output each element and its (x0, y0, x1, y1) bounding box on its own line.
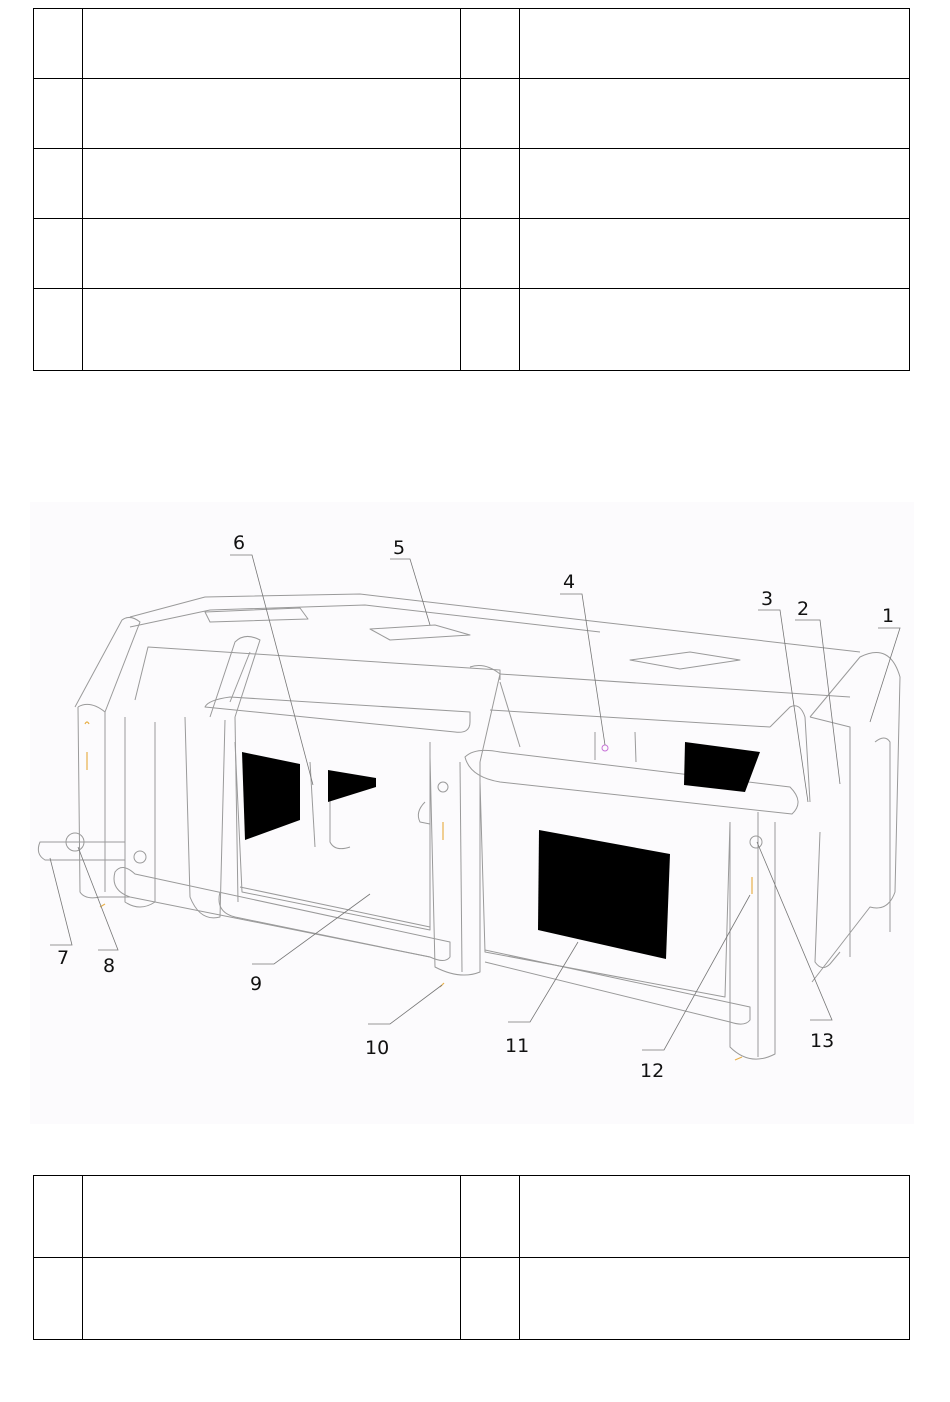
leader-3 (758, 610, 808, 802)
leader-1 (870, 628, 900, 722)
callout-12: 12 (640, 1060, 665, 1082)
window-left-2 (328, 770, 376, 802)
marker-4 (602, 745, 608, 751)
leader-4 (560, 594, 605, 745)
tent-diagram (30, 502, 914, 1124)
table-row (34, 289, 910, 371)
callout-labels (57, 532, 894, 1082)
callout-7: 7 (57, 947, 70, 969)
callout-9: 9 (250, 973, 263, 995)
table-row (34, 1258, 910, 1340)
table-row (34, 149, 910, 219)
callout-3: 3 (761, 588, 774, 610)
tent-drawing (30, 502, 914, 1124)
parts-table-bottom (33, 1175, 910, 1340)
callout-1: 1 (882, 605, 895, 627)
window-left-1 (242, 752, 300, 840)
leader-8 (78, 847, 118, 950)
callout-5: 5 (393, 537, 406, 559)
table-row (34, 9, 910, 79)
window-right-top (684, 742, 760, 792)
leader-lines (50, 555, 900, 1050)
tent-outline (38, 594, 900, 1059)
callout-6: 6 (233, 532, 246, 554)
table-row (34, 219, 910, 289)
callout-8: 8 (103, 955, 116, 977)
leader-9 (252, 894, 370, 964)
leader-7 (50, 858, 72, 945)
window-front (538, 830, 670, 959)
leader-10 (368, 985, 442, 1024)
callout-10: 10 (365, 1037, 390, 1059)
leader-5 (390, 559, 430, 625)
callout-2: 2 (797, 598, 810, 620)
callout-4: 4 (563, 571, 576, 593)
callout-11: 11 (505, 1035, 530, 1057)
leader-13 (757, 842, 832, 1020)
windows (242, 742, 760, 959)
parts-table-top (33, 8, 910, 371)
callout-13: 13 (810, 1030, 835, 1052)
table-row (34, 1176, 910, 1258)
table-row (34, 79, 910, 149)
